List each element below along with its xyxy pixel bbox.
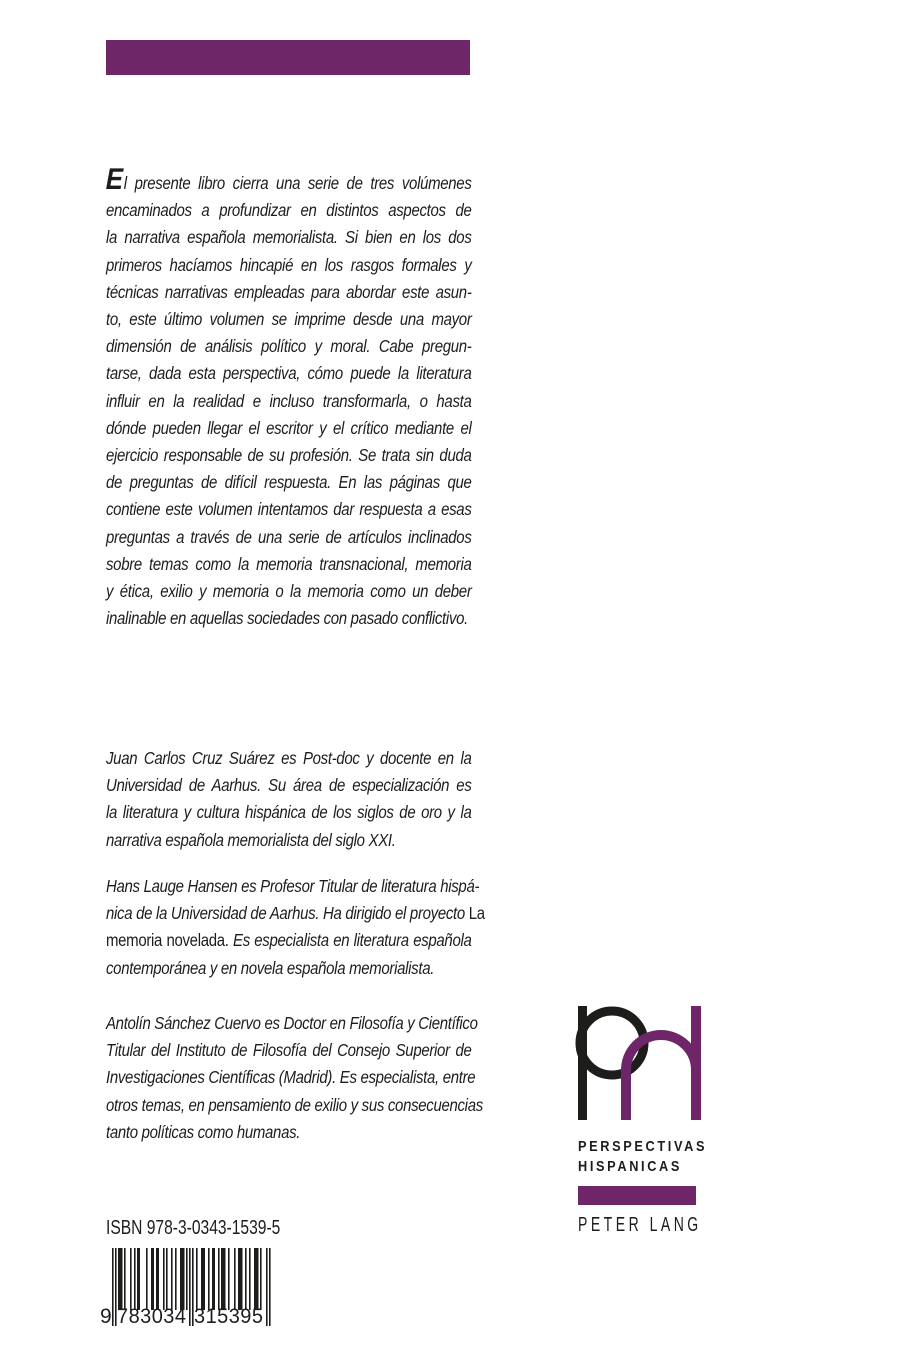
blurb-line: y ética, exilio y memoria o la memoria como un deber <box>106 581 472 602</box>
bio-line: Hans Lauge Hansen es Profesor Titular de literatura hispá- <box>106 876 480 896</box>
bio-line: Titular del Instituto de Filosofía del Consejo Superior de <box>106 1040 472 1061</box>
blurb-line: encaminados a profundizar en distintos aspectos de <box>106 200 472 221</box>
back-cover-blurb <box>103 163 472 632</box>
bio-line: Universidad de Aarhus. Su área de especialización es <box>106 775 472 796</box>
barcode-first-digit: 9 <box>100 1305 112 1328</box>
series-title-line2: HISPANICAS <box>578 1158 683 1175</box>
drop-cap: E <box>103 163 127 196</box>
bio-line: otros temas, en pensamiento de exilio y sus consecuencias <box>106 1094 483 1115</box>
blurb-line: to, este último volumen se imprime desde una mayor <box>106 309 472 330</box>
blurb-line: dónde pueden llegar el escritor y el crítico mediante el <box>106 417 472 438</box>
bio-line: Investigaciones Científicas (Madrid). Es especialista, entre <box>106 1067 476 1088</box>
bio-line: tanto políticas como humanas. <box>106 1121 301 1142</box>
project-title: memoria novelada. <box>106 930 229 951</box>
barcode-right-digits: 315395 <box>194 1305 264 1328</box>
blurb-line: preguntas a través de una serie de artículos inclinados <box>106 526 472 547</box>
series-accent-bar <box>578 1186 696 1205</box>
blurb-line: dimensión de análisis político y moral. Cabe pregun- <box>106 336 472 357</box>
blurb-line: sobre temas como la memoria transnacional, memoria <box>106 553 472 574</box>
bio-line: contemporánea y en novela española memorialista. <box>106 957 435 978</box>
blurb-line: de preguntas de difícil respuesta. En las páginas que <box>106 472 472 493</box>
blurb-line: inalinable en aquellas sociedades con pasado conflictivo. <box>106 608 468 629</box>
blurb-line: la narrativa española memorialista. Si bien en los dos <box>106 227 472 248</box>
top-accent-bar <box>106 40 470 75</box>
blurb-line: influir en la realidad e incluso transformarla, o hasta <box>106 390 472 411</box>
publisher-name: PETER LANG <box>578 1214 702 1236</box>
barcode-left-digits: 783034 <box>117 1305 187 1328</box>
ph-monogram-logo-icon <box>570 998 710 1128</box>
blurb-line: primeros hacíamos hincapié en los rasgos formales y <box>106 254 472 275</box>
blurb-line: tarse, dada esta perspectiva, cómo puede la literatura <box>106 363 472 384</box>
author-bio-sanchez-cuervo <box>106 1010 483 1146</box>
barcode <box>100 1248 280 1328</box>
bio-line: la literatura y cultura hispánica de los siglos de oro y la <box>106 802 472 823</box>
bio-line: narrativa española memorialista del siglo XXI. <box>106 829 396 850</box>
blurb-line: técnicas narrativas empleadas para abordar este asun- <box>106 281 472 302</box>
isbn-label: ISBN 978-3-0343-1539-5 <box>106 1217 281 1239</box>
bio-line: Antolín Sánchez Cuervo es Doctor en Filosofía y Científico <box>106 1013 478 1033</box>
bio-text: Es especialista en literatura española <box>228 930 472 951</box>
bio-line: Juan Carlos Cruz Suárez es Post-doc y docente en la <box>106 748 472 768</box>
project-title: La <box>468 903 485 924</box>
author-bio-cruz-suarez <box>106 745 472 854</box>
bio-line <box>106 927 472 954</box>
blurb-line: l presente libro cierra una serie de tres volúmenes <box>123 173 472 193</box>
blurb-line: contiene este volumen intentamos dar respuesta a esas <box>106 499 472 520</box>
series-title-line1: PERSPECTIVAS <box>578 1138 708 1155</box>
bio-line <box>106 900 485 927</box>
author-bio-lauge-hansen <box>106 873 485 982</box>
bio-text: nica de la Universidad de Aarhus. Ha dirigido el proyecto <box>106 903 469 924</box>
blurb-line: ejercicio responsable de su profesión. Se trata sin duda <box>106 445 472 466</box>
